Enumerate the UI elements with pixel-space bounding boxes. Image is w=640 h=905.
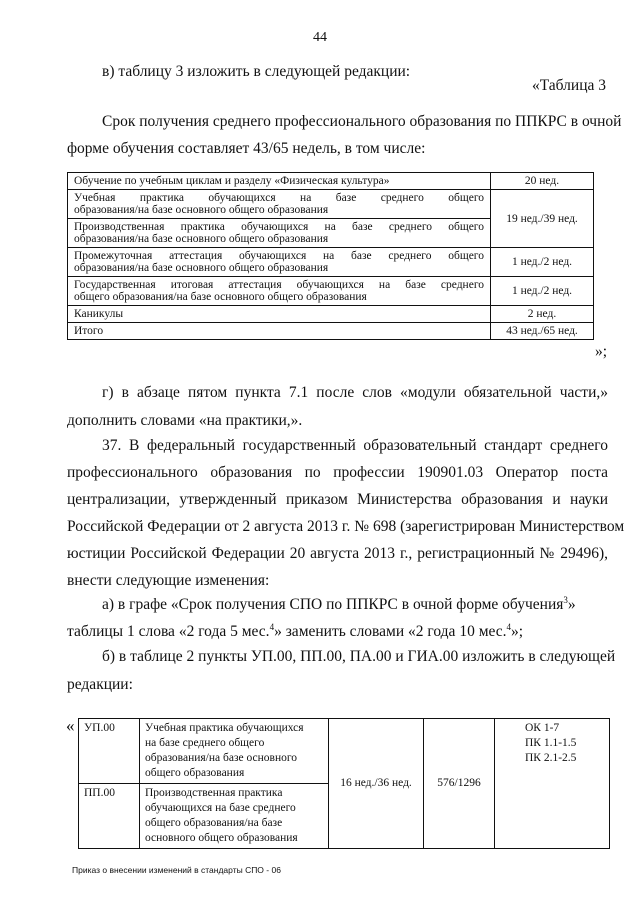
item-a-line-1 <box>102 596 576 614</box>
row-label-line: образования/на базе основного общего образования <box>74 204 329 216</box>
table-row <box>68 190 594 219</box>
footnote-ref: 4 <box>506 621 512 632</box>
item-37-line-4: Российской Федерации от 2 августа 2013 г. № 698 (зарегистрирован Министерством <box>67 518 625 535</box>
table-3 <box>67 172 594 340</box>
row-name-line: образования/на базе основного <box>145 752 298 764</box>
competency-line: ОК 1-7 <box>525 722 560 734</box>
hours-value: 576/1296 <box>437 777 481 789</box>
item-37-line-2: профессионального образования по профессии 190901.03 Оператор поста <box>67 464 608 481</box>
row-name-line: обучающихся на базе среднего <box>145 802 296 814</box>
item-37-line-5: юстиции Российской Федерации 20 августа 2013 г., регистрационный № 29496), <box>67 545 608 562</box>
page-footer: Приказ о внесении изменений в стандарты СПО - 06 <box>72 865 281 875</box>
table-cell <box>491 277 594 306</box>
table-row <box>68 173 594 190</box>
weeks-value: 16 нед./36 нед. <box>340 777 412 789</box>
table-cell <box>140 719 329 784</box>
item-a-text: а) в графе «Срок получения СПО по ППКРС в очной форме обучения <box>102 596 564 613</box>
table-row <box>68 277 594 306</box>
item-v-text: в) таблицу 3 изложить в следующей редакции: <box>102 63 411 80</box>
row-label-line: образования/на базе основного общего образования <box>74 233 329 245</box>
table-cell <box>491 173 594 190</box>
row-value: 19 нед./39 нед. <box>506 212 578 225</box>
row-name-line: Учебная практика обучающихся <box>145 722 304 734</box>
row-label-line: Промежуточная аттестация обучающихся на базе среднего общего <box>74 250 484 262</box>
footnote-ref: 3 <box>563 594 568 605</box>
row-label-line: Учебная практика обучающихся на базе среднего общего <box>74 192 484 204</box>
table-cell <box>79 784 140 849</box>
row-name-line: общего образования/на базе <box>145 817 283 829</box>
item-a-text: таблицы 1 слова «2 года 5 мес. <box>67 623 270 640</box>
table-cell <box>68 306 491 323</box>
row-code: УП.00 <box>84 722 115 734</box>
item-37-line-6: внести следующие изменения: <box>67 572 270 589</box>
table3-closing-quote: »; <box>595 343 608 360</box>
intro-line-2: форме обучения составляет 43/65 недель, в том числе: <box>67 140 426 157</box>
item-a-text: »; <box>511 623 524 640</box>
table-cell <box>68 219 491 248</box>
row-name-line: Производственная практика <box>145 787 283 799</box>
table-cell <box>491 190 594 248</box>
row-code: ПП.00 <box>84 787 115 799</box>
row-label-line: Производственная практика обучающихся на базе среднего общего <box>74 221 484 233</box>
table-cell <box>329 719 424 849</box>
table-row <box>68 248 594 277</box>
table-cell <box>491 248 594 277</box>
table-row <box>79 719 610 784</box>
table-cell <box>68 173 491 190</box>
page-number: 44 <box>313 30 327 45</box>
table-cell <box>79 719 140 784</box>
item-37-line-1: 37. В федеральный государственный образовательный стандарт среднего <box>102 437 608 454</box>
item-a-line-2 <box>67 623 523 641</box>
item-g-line-1: г) в абзаце пятом пункта 7.1 после слов «модули обязательной части,» <box>102 384 608 401</box>
row-label-line: образования/на базе основного общего образования <box>74 262 329 274</box>
row-value: 2 нед. <box>527 308 557 320</box>
row-value: 43 нед./65 нед. <box>506 325 578 337</box>
intro-line-1: Срок получения среднего профессионального образования по ППКРС в очной <box>102 113 622 130</box>
table-cell <box>68 248 491 277</box>
item-37-line-3: централизации, утвержденный приказом Министерства образования и науки <box>67 491 608 508</box>
row-label: Итого <box>74 325 104 337</box>
item-a-text: » <box>567 596 576 613</box>
footnote-ref: 4 <box>269 621 275 632</box>
row-label: Обучение по учебным циклам и разделу «Физическая культура» <box>74 175 390 187</box>
table-cell <box>68 277 491 306</box>
table-cell <box>495 719 610 849</box>
table-cell <box>491 323 594 340</box>
row-label-line: общего образования/на базе основного общего образования <box>74 291 367 303</box>
competency-line: ПК 1.1-1.5 <box>525 737 577 749</box>
table3-caption: «Таблица 3 <box>531 77 606 94</box>
table-row <box>68 306 594 323</box>
row-value: 20 нед. <box>524 175 560 187</box>
table-cell <box>491 306 594 323</box>
table-row <box>68 323 594 340</box>
row-label-line: Государственная итоговая аттестация обучающихся на базе среднего <box>74 279 484 291</box>
item-b-line-2: редакции: <box>67 676 133 693</box>
row-name-line: на базе среднего общего <box>145 737 265 749</box>
row-value: 1 нед./2 нед. <box>511 256 573 268</box>
row-value: 1 нед./2 нед. <box>511 285 573 297</box>
table-cell <box>140 784 329 849</box>
table-cell <box>424 719 495 849</box>
item-g-line-2: дополнить словами «на практики,». <box>67 412 303 429</box>
table-cell <box>68 323 491 340</box>
item-b-line-1: б) в таблице 2 пункты УП.00, ПП.00, ПА.00 и ГИА.00 изложить в следующей <box>102 648 616 665</box>
table-cell <box>68 190 491 219</box>
competency-line: ПК 2.1-2.5 <box>525 752 577 764</box>
row-name-line: общего образования <box>145 767 245 779</box>
row-name-line: основного общего образования <box>145 832 298 844</box>
item-a-text: » заменить словами «2 года 10 мес. <box>274 623 507 640</box>
row-label: Каникулы <box>74 308 124 320</box>
table-2 <box>78 718 610 849</box>
table2-open-quote: « <box>66 716 75 735</box>
